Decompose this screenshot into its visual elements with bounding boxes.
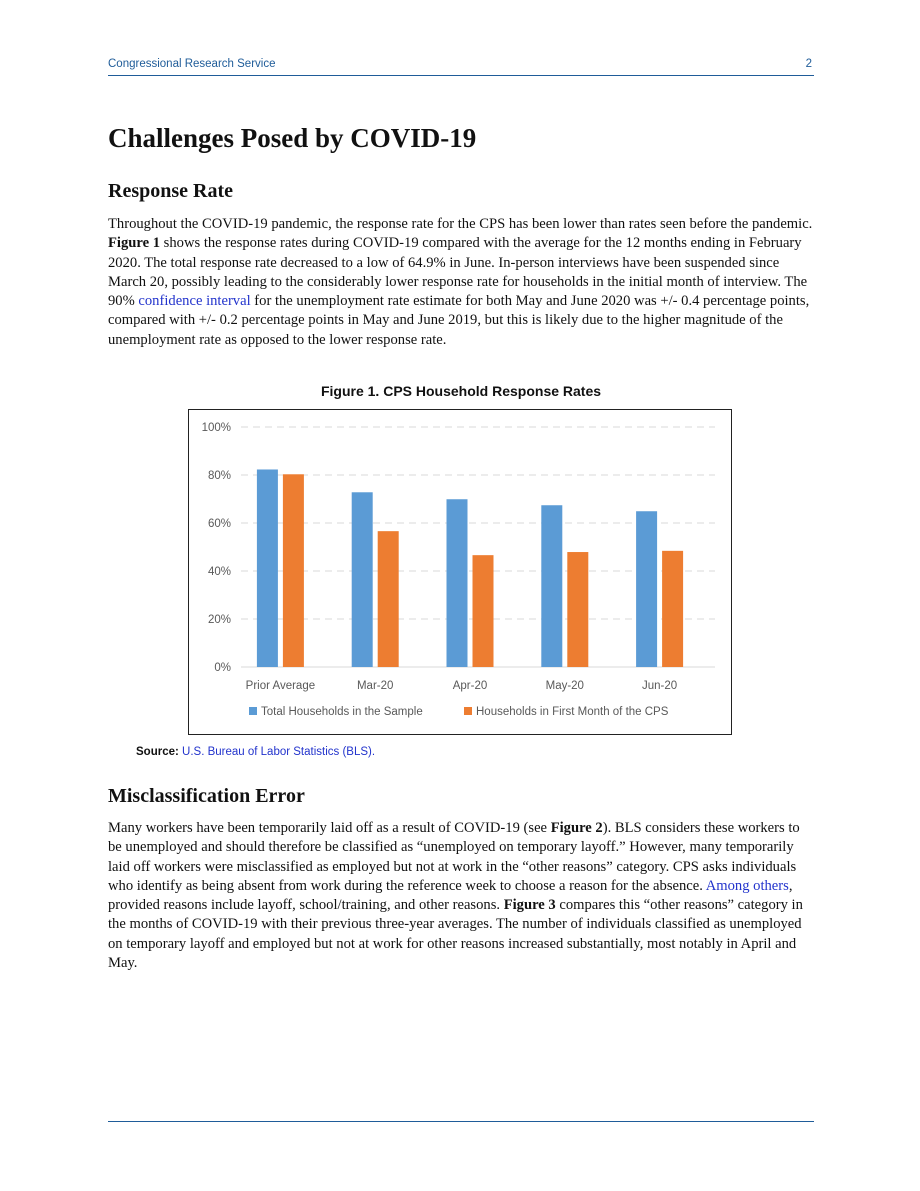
page-header xyxy=(108,57,814,76)
bar-first-month-households xyxy=(378,531,399,667)
x-tick-label: Jun-20 xyxy=(642,680,678,692)
page-title: Challenges Posed by COVID-19 xyxy=(108,123,477,153)
among-others-link[interactable]: Among others xyxy=(705,877,789,894)
misclassification-paragraph xyxy=(108,819,814,973)
section-heading-misclassification: Misclassification Error xyxy=(108,785,305,807)
bar-first-month-households xyxy=(567,552,588,667)
header-organization: Congressional Research Service xyxy=(108,58,276,70)
y-tick-label: 100% xyxy=(201,422,231,434)
bar-total-households xyxy=(636,511,657,667)
y-tick-label: 80% xyxy=(207,470,231,482)
bar-first-month-households xyxy=(473,555,494,667)
paragraph-text: shows the response rates during COVID-19 compared with the average for the 12 months ending in February 2020. The total response rate decreased to a low of 64.9% in June. In-person interviews have been suspended since March 20, possibly leading to the considerably lower response rate for households in the initial month of interview. The 90% xyxy=(108,235,808,310)
y-tick-label: 60% xyxy=(207,518,231,530)
x-tick-label: Prior Average xyxy=(245,680,316,692)
chart-svg xyxy=(189,410,733,736)
paragraph-text: compares this “other reasons” category in the months of COVID-19 with their previous three-year averages. The number of individuals classified as unemployed on temporary layoff and employed but not at work for other reasons increased substantially, most notably in April and May. xyxy=(108,897,803,972)
page-number: 2 xyxy=(805,58,812,70)
section-heading-response-rate: Response Rate xyxy=(108,180,233,202)
paragraph-text: for the unemployment rate estimate for both May and June 2020 was +/- 0.4 percentage points, compared with +/- 0.2 percentage points in May and June 2019, but this is likely due to the higher magnitude of the unemployment rate as opposed to the lower response rate. xyxy=(108,293,810,348)
bar-first-month-households xyxy=(662,551,683,667)
paragraph-text: , provided reasons include layoff, school/training, and other reasons. xyxy=(108,877,793,914)
figure-1-title: Figure 1. CPS Household Response Rates xyxy=(320,383,602,399)
confidence-interval-link[interactable]: confidence interval xyxy=(138,293,251,310)
bar-total-households xyxy=(257,469,278,667)
y-tick-label: 20% xyxy=(207,614,231,626)
x-tick-label: Mar-20 xyxy=(356,680,394,692)
x-tick-label: Apr-20 xyxy=(452,680,488,692)
paragraph-text: Many workers have been temporarily laid off as a result of COVID-19 (see xyxy=(108,820,551,836)
source-label: Source: xyxy=(136,746,179,758)
x-tick-label: May-20 xyxy=(545,680,584,692)
legend-swatch xyxy=(464,707,472,715)
paragraph-text: ). BLS considers these workers to be unemployed and should therefore be classified as “unemployed on temporary layoff.” However, many temporarily laid off workers were misclassified as employed but not at work in the “other reasons” category. CPS asks individuals who identify as being absent from work during the reference week to choose a reason for the absence. xyxy=(108,820,800,894)
response-rate-paragraph xyxy=(108,215,814,350)
legend-label: Total Households in the Sample xyxy=(261,706,423,718)
bar-total-households xyxy=(352,492,373,667)
y-tick-label: 40% xyxy=(207,566,231,578)
figure-1-source xyxy=(136,746,375,758)
figure-1-reference: Figure 1 xyxy=(108,235,161,252)
bar-first-month-households xyxy=(283,474,304,667)
paragraph-text: Throughout the COVID-19 pandemic, the response rate for the CPS has been lower than rates seen before the pandemic. xyxy=(108,216,813,232)
y-tick-label: 0% xyxy=(214,662,231,674)
figure-3-reference: Figure 3 xyxy=(503,897,556,914)
footer-divider xyxy=(108,1121,814,1122)
bar-total-households xyxy=(447,499,468,667)
figure-1-chart xyxy=(188,409,732,735)
legend-label: Households in First Month of the CPS xyxy=(476,706,669,718)
figure-2-reference: Figure 2 xyxy=(550,820,603,836)
bar-total-households xyxy=(541,505,562,667)
bls-source-link[interactable]: U.S. Bureau of Labor Statistics (BLS). xyxy=(182,746,376,758)
legend-swatch xyxy=(249,707,257,715)
